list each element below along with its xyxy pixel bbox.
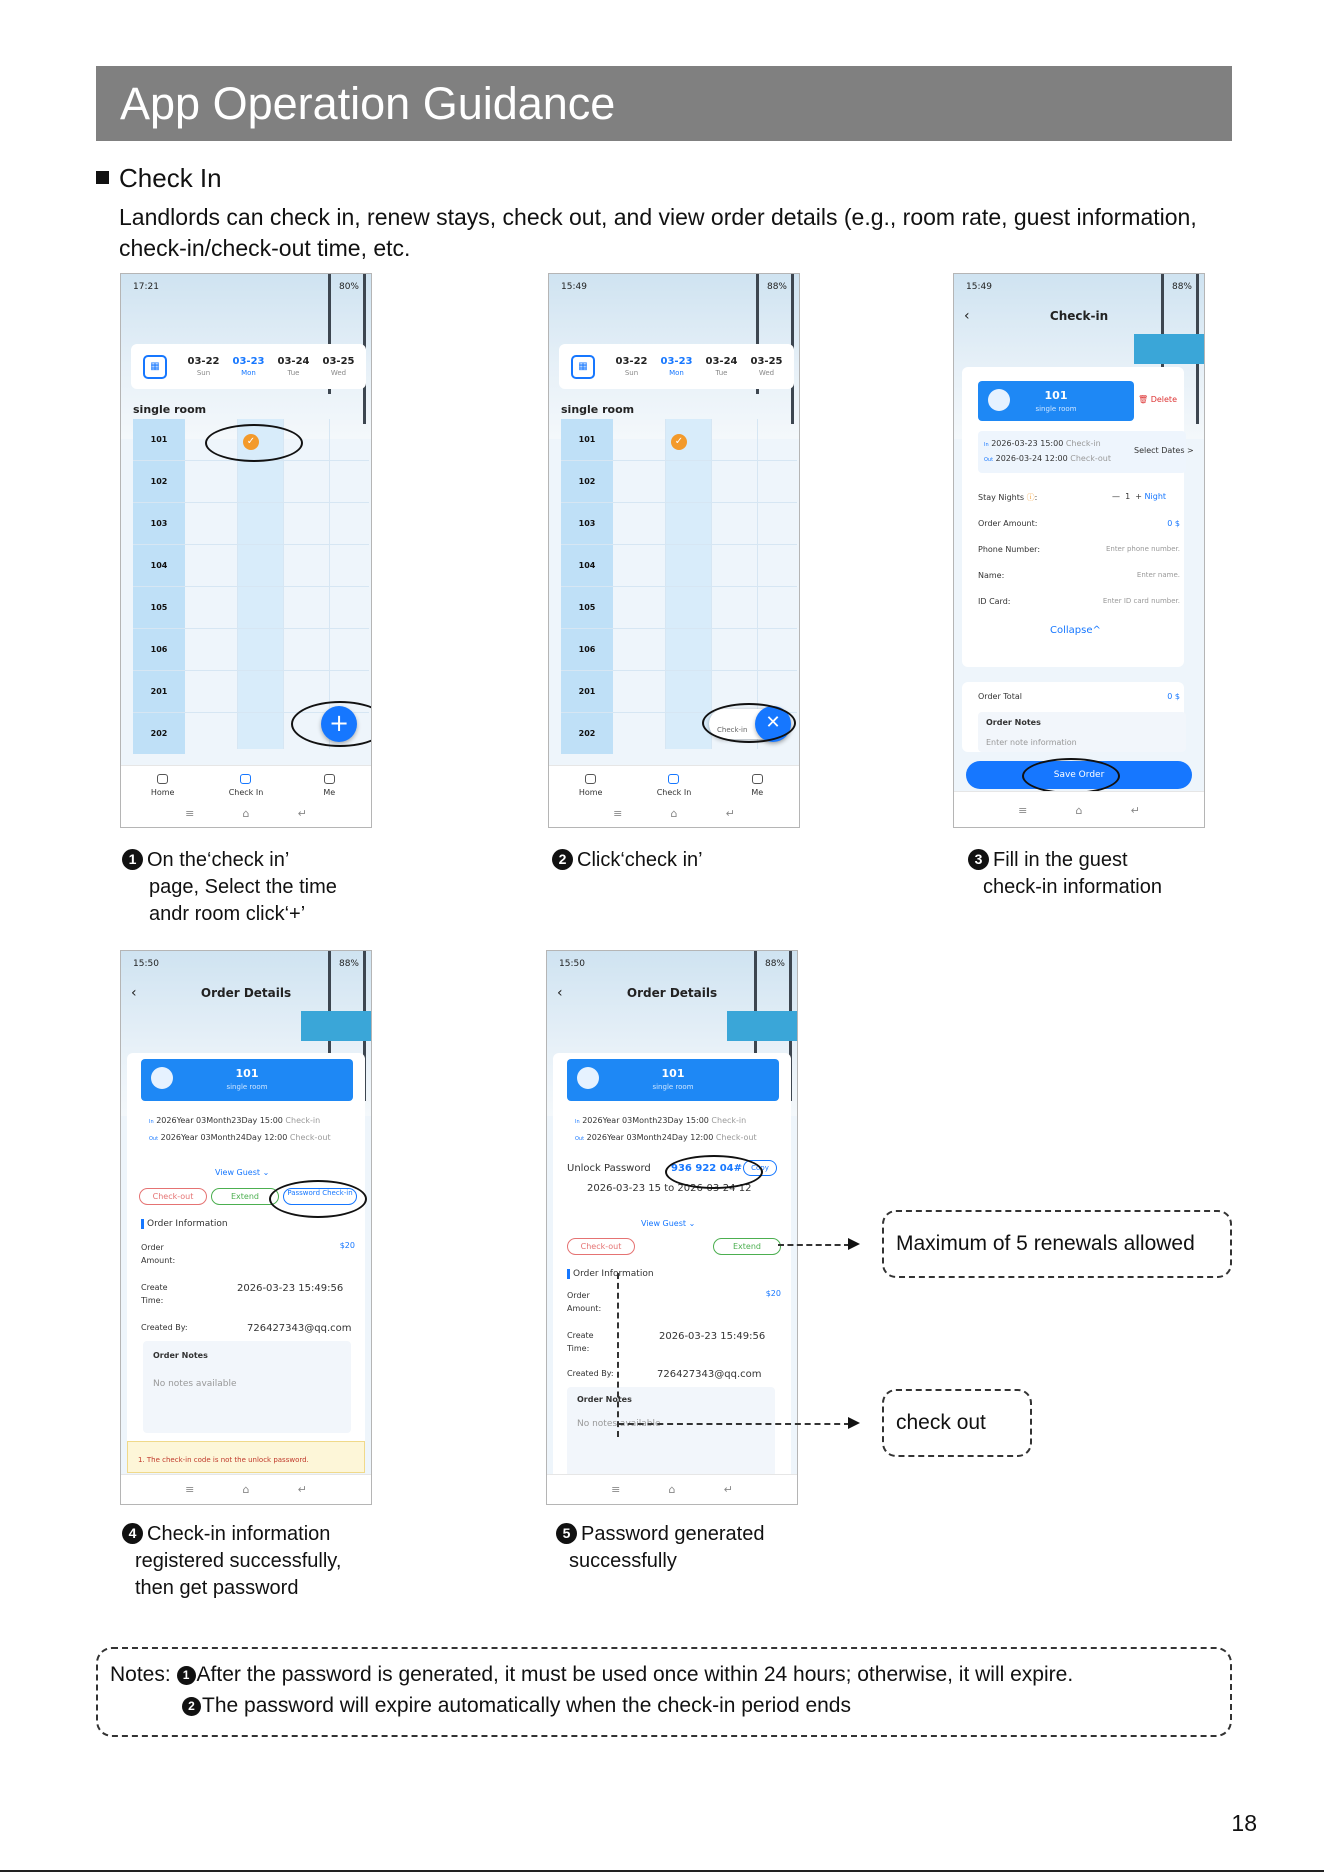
room-type: single room: [1035, 405, 1077, 413]
status-bar: [966, 282, 1192, 292]
order-notes-box: [567, 1387, 775, 1477]
room-grid: [133, 419, 369, 749]
nav-check-in[interactable]: [644, 774, 704, 797]
status-time: 15:49: [561, 282, 587, 292]
date-bar: [131, 344, 366, 389]
order-total-value: 0 $: [1167, 692, 1180, 701]
caption-text: On the‘check in’: [147, 849, 290, 871]
bottom-nav: [954, 791, 1204, 827]
bottom-nav: [121, 765, 371, 827]
room-number: 202: [561, 713, 613, 754]
out-label: Check-out: [1070, 454, 1112, 463]
note-text-1: After the password is generated, it must be used once within 24 hours; otherwise, it will expire.: [196, 1663, 1074, 1686]
note-text-2: The password will expire automatically when the check-in period ends: [202, 1694, 851, 1717]
nav-home[interactable]: [561, 774, 621, 797]
room-number: 104: [561, 545, 613, 586]
check-out-button[interactable]: Check-out: [139, 1188, 207, 1205]
highlight-ellipse: [269, 1180, 367, 1218]
status-bar: [559, 959, 785, 969]
date-range-box[interactable]: [978, 431, 1194, 473]
title-banner: [96, 66, 1232, 141]
phone-input[interactable]: Enter phone number.: [1105, 545, 1180, 553]
created-by-value: 726427343@qq.com: [247, 1323, 352, 1334]
extend-button[interactable]: Extend: [211, 1188, 279, 1205]
room-row[interactable]: [133, 629, 369, 671]
calendar-icon: [240, 774, 251, 784]
name-label: Name:: [978, 571, 1005, 580]
date-cell-selected[interactable]: [226, 356, 271, 377]
room-row[interactable]: [133, 503, 369, 545]
weekday: Sun: [196, 369, 211, 377]
callout-connector-line: [617, 1273, 619, 1437]
order-details-card: [553, 1053, 791, 1483]
name-input[interactable]: Enter name.: [1136, 571, 1180, 579]
status-battery: 88%: [766, 282, 787, 292]
in-tag: In: [984, 442, 989, 448]
view-guest-link[interactable]: [641, 1219, 695, 1228]
bottom-nav: [547, 1474, 797, 1504]
caption-line: [122, 1521, 341, 1548]
unlock-password-label: Unlock Password: [567, 1163, 651, 1174]
caption-line: [968, 847, 1162, 874]
room-card: [141, 1059, 353, 1101]
create-time-value: 2026-03-23 15:49:56: [237, 1283, 344, 1294]
view-guest-label: View Guest: [215, 1168, 261, 1177]
date-cell[interactable]: [181, 356, 226, 377]
step-number-4-icon: 4: [122, 1523, 143, 1544]
created-by-value: 726427343@qq.com: [657, 1369, 762, 1380]
create-time-label: Create Time:: [141, 1283, 168, 1305]
view-guest-link[interactable]: [215, 1168, 269, 1177]
in-tag: In: [149, 1119, 154, 1125]
date-cell[interactable]: [699, 356, 744, 377]
out-date: 2026Year 03Month24Day 12:00: [160, 1133, 288, 1142]
status-time: 15:50: [559, 959, 585, 969]
menu-icon[interactable]: ≡: [1018, 804, 1028, 817]
home-key-icon[interactable]: ⌂: [670, 807, 678, 820]
bed-icon: [577, 1067, 599, 1089]
in-date: 2026Year 03Month23Day 15:00: [156, 1116, 283, 1125]
no-notes-text: No notes available: [577, 1419, 661, 1429]
room-type-title: single room: [133, 403, 207, 416]
callout-connector-line: [778, 1244, 850, 1246]
warning-banner: [127, 1441, 365, 1473]
room-number: 104: [133, 545, 185, 586]
status-bar: [133, 282, 359, 292]
notes-box: [96, 1647, 1232, 1737]
bed-icon: [151, 1067, 173, 1089]
collapse-toggle[interactable]: [1050, 625, 1101, 636]
highlight-ellipse: [1022, 758, 1120, 794]
highlight-ellipse: [205, 424, 303, 462]
home-key-icon[interactable]: ⌂: [242, 807, 250, 820]
room-number: 105: [561, 587, 613, 628]
password-check-in-button[interactable]: Password Check-in: [283, 1188, 357, 1205]
selected-check-icon[interactable]: ✓: [671, 434, 687, 450]
date-cell[interactable]: [316, 356, 361, 377]
room-number: 101: [235, 1067, 259, 1080]
room-type: single room: [226, 1083, 268, 1091]
room-number: 101: [1044, 389, 1068, 402]
system-nav: [549, 797, 799, 820]
date-value: 03-22: [187, 356, 220, 367]
chevron-up-icon: ^: [1092, 625, 1101, 636]
date-cell[interactable]: [744, 356, 789, 377]
system-nav: [121, 1475, 371, 1496]
no-notes-text: No notes available: [153, 1379, 237, 1389]
caption-step-3: [968, 847, 1162, 901]
section-heading: [96, 163, 222, 194]
caption-step-5: [556, 1521, 764, 1575]
room-number: 101: [133, 419, 185, 460]
check-in-form-card: [962, 367, 1194, 667]
order-total-card: [962, 682, 1184, 752]
status-battery: 80%: [338, 282, 359, 292]
out-tag: Out: [149, 1136, 159, 1142]
room-row[interactable]: [133, 461, 369, 503]
date-value: 03-22: [615, 356, 648, 367]
nav-label: Me: [323, 788, 336, 797]
room-type-title: single room: [561, 403, 635, 416]
room-card: [978, 381, 1134, 421]
in-label: Check-in: [285, 1116, 321, 1125]
caption-line: check-in information: [983, 876, 1162, 898]
phone-label: Phone Number:: [978, 545, 1041, 554]
out-tag: Out: [575, 1136, 585, 1142]
room-number: 101: [561, 419, 613, 460]
callout-renewals: Maximum of 5 renewals allowed: [882, 1210, 1232, 1278]
in-tag: In: [575, 1119, 580, 1125]
order-amount-value: $20: [339, 1241, 355, 1250]
user-icon: [324, 774, 335, 784]
out-date: 2026-03-24 12:00: [995, 454, 1068, 463]
id-card-input[interactable]: Enter ID card number.: [1102, 597, 1180, 605]
order-details-card: [127, 1053, 365, 1473]
add-fab-button[interactable]: +: [321, 706, 357, 742]
section-heading-text: Check In: [119, 163, 222, 193]
highlight-ellipse: [665, 1155, 763, 1189]
in-label: Check-in: [711, 1116, 747, 1125]
phone-screen-4: [120, 950, 372, 1505]
bullet-square-icon: [96, 171, 109, 184]
caption-line: [556, 1521, 764, 1548]
weekday: Wed: [758, 369, 775, 377]
screen-title: Order Details: [626, 986, 718, 1000]
caption-line: andr room click‘+’: [149, 903, 306, 925]
room-number: 202: [133, 713, 185, 754]
page-title: App Operation Guidance: [120, 78, 616, 129]
validity-period: 2026-03-23 15 to 2026-03-24 12: [587, 1183, 752, 1194]
callout-check-out: check out: [882, 1389, 1032, 1457]
order-info-heading: Order Information: [567, 1269, 654, 1279]
nav-label: Home: [150, 788, 175, 797]
weekday: Wed: [330, 369, 347, 377]
date-cell[interactable]: [271, 356, 316, 377]
date-value: 03-25: [750, 356, 783, 367]
out-label: Check-out: [289, 1133, 331, 1142]
check-out-button[interactable]: Check-out: [567, 1238, 635, 1255]
order-notes-title: Order Notes: [577, 1395, 632, 1404]
date-value: 03-23: [232, 356, 265, 367]
page-number: 18: [1231, 1810, 1257, 1836]
menu-icon[interactable]: ≡: [611, 1483, 621, 1496]
nav-check-in[interactable]: [216, 774, 276, 797]
nav-label: Check In: [228, 788, 264, 797]
caption-text: Click‘check in’: [577, 849, 703, 871]
caption-line: registered successfully,: [135, 1550, 342, 1572]
room-number: 106: [133, 629, 185, 670]
nav-home[interactable]: [133, 774, 193, 797]
intro-text: Landlords can check in, renew stays, check out, and view order details (e.g., room rate, guest information, check-in/check-out time, etc.: [119, 204, 1197, 261]
nav-me[interactable]: [299, 774, 359, 797]
room-row[interactable]: [561, 587, 797, 629]
status-time: 15:49: [966, 282, 992, 292]
date-bar: [559, 344, 794, 389]
room-number: 105: [133, 587, 185, 628]
system-nav: [121, 797, 371, 820]
step-number-1-icon: 1: [122, 849, 143, 870]
room-number: 101: [661, 1067, 685, 1080]
stay-nights-label: Stay Nights ⓘ:: [978, 493, 1038, 502]
system-nav: [954, 792, 1204, 817]
nav-label: Check In: [656, 788, 692, 797]
screen-title: Order Details: [200, 986, 292, 1000]
room-number: 102: [561, 461, 613, 502]
status-battery: 88%: [338, 959, 359, 969]
order-notes-title: Order Notes: [153, 1351, 208, 1360]
room-row[interactable]: [133, 587, 369, 629]
select-dates-link[interactable]: Select Dates >: [1134, 446, 1194, 455]
out-label: Check-out: [715, 1133, 757, 1142]
delete-label: Delete: [1150, 395, 1177, 404]
warning-text: 1. The check-in code is not the unlock password.: [138, 1456, 309, 1464]
order-amount-value: $20: [765, 1289, 781, 1298]
arrow-right-icon: [848, 1238, 860, 1250]
calendar-icon[interactable]: ▦: [143, 355, 167, 379]
date-value: 03-25: [322, 356, 355, 367]
in-date: 2026Year 03Month23Day 15:00: [582, 1116, 709, 1125]
back-chevron-icon[interactable]: ‹: [557, 985, 563, 1001]
back-key-icon[interactable]: ↵: [723, 1483, 733, 1496]
calendar-icon: [668, 774, 679, 784]
weekday: Mon: [669, 369, 684, 377]
step-number-2-icon: 2: [552, 849, 573, 870]
phone-screen-2: [548, 273, 800, 828]
menu-icon[interactable]: ≡: [613, 807, 623, 820]
system-nav: [547, 1475, 797, 1496]
order-amount-label: Order Amount:: [141, 1243, 176, 1265]
caption-line: then get password: [135, 1577, 299, 1599]
weekday: Tue: [287, 369, 300, 377]
nights-stepper[interactable]: [1112, 492, 1166, 501]
order-notes-box: [143, 1341, 351, 1433]
nights-value: 1: [1125, 492, 1131, 501]
home-icon: [157, 774, 168, 784]
caption-step-2: [552, 847, 703, 874]
note-number-2-icon: 2: [182, 1697, 201, 1716]
date-cell-selected[interactable]: [654, 356, 699, 377]
bottom-nav: [121, 1474, 371, 1504]
back-chevron-icon[interactable]: ‹: [131, 985, 137, 1001]
caption-line: successfully: [569, 1550, 677, 1572]
sea-image: [727, 1011, 797, 1041]
chevron-down-icon: ⌄: [262, 1168, 270, 1177]
back-key-icon[interactable]: ↵: [297, 1483, 307, 1496]
caption-text: Check-in information: [147, 1523, 331, 1545]
phone-screen-3: [953, 273, 1205, 828]
id-card-label: ID Card:: [978, 597, 1011, 606]
step-number-5-icon: 5: [556, 1523, 577, 1544]
nav-label: Home: [578, 788, 603, 797]
home-icon: [585, 774, 596, 784]
room-row[interactable]: [561, 629, 797, 671]
in-label: Check-in: [1065, 439, 1101, 448]
highlight-ellipse: [702, 703, 796, 743]
status-bar: [133, 959, 359, 969]
calendar-icon[interactable]: ▦: [571, 355, 595, 379]
home-key-icon[interactable]: ⌂: [1075, 804, 1083, 817]
create-time-label: Create Time:: [567, 1331, 594, 1353]
room-number: 102: [133, 461, 185, 502]
date-value: 03-24: [277, 356, 310, 367]
info-icon: ⓘ: [1026, 493, 1035, 502]
back-chevron-icon[interactable]: ‹: [964, 308, 970, 324]
back-key-icon[interactable]: ↵: [1130, 804, 1140, 817]
delete-button[interactable]: 🗑 Delete: [1138, 395, 1177, 404]
notes-label: Notes:: [110, 1663, 171, 1686]
status-battery: 88%: [1171, 282, 1192, 292]
note-line-2: [182, 1694, 851, 1718]
view-guest-label: View Guest: [641, 1219, 687, 1228]
order-total-label: Order Total: [978, 692, 1022, 701]
check-in-action-label: Check-in: [717, 726, 748, 734]
menu-icon[interactable]: ≡: [185, 807, 195, 820]
room-number: 103: [561, 503, 613, 544]
save-order-button[interactable]: Save Order: [966, 761, 1192, 789]
phone-screen-5: [546, 950, 798, 1505]
collapse-label: Collapse: [1050, 625, 1093, 636]
room-row[interactable]: [133, 545, 369, 587]
arrow-right-icon: [848, 1417, 860, 1429]
back-key-icon[interactable]: ↵: [725, 807, 735, 820]
caption-line: [122, 847, 337, 874]
room-number: 201: [561, 671, 613, 712]
close-fab-button[interactable]: ✕: [755, 706, 791, 742]
screen-title: Check-in: [1049, 309, 1109, 323]
date-value: 03-24: [705, 356, 738, 367]
room-type: single room: [652, 1083, 694, 1091]
selected-check-icon[interactable]: ✓: [243, 434, 259, 450]
caption-line: page, Select the time: [149, 876, 337, 898]
sea-image: [301, 1011, 371, 1041]
created-by-label: Created By:: [567, 1369, 614, 1378]
caption-text: Password generated: [581, 1523, 765, 1545]
room-number: 103: [133, 503, 185, 544]
unlock-password-value: 936 922 04#: [671, 1163, 743, 1174]
in-date: 2026-03-23 15:00: [991, 439, 1064, 448]
caption-step-1: [122, 847, 337, 928]
night-unit: Night: [1144, 492, 1167, 501]
chevron-down-icon: ⌄: [688, 1219, 696, 1228]
minus-icon[interactable]: —: [1112, 492, 1120, 501]
phone-screen-1: [120, 273, 372, 828]
room-row[interactable]: [561, 503, 797, 545]
note-line-1: [110, 1663, 1073, 1687]
user-icon: [752, 774, 763, 784]
create-time-value: 2026-03-23 15:49:56: [659, 1331, 766, 1342]
order-notes-box[interactable]: [978, 712, 1186, 752]
callout-connector-line: [618, 1423, 850, 1425]
room-row[interactable]: [561, 545, 797, 587]
home-key-icon[interactable]: ⌂: [668, 1483, 676, 1496]
date-value: 03-23: [660, 356, 693, 367]
caption-line: [552, 847, 703, 874]
status-time: 15:50: [133, 959, 159, 969]
step-number-3-icon: 3: [968, 849, 989, 870]
menu-icon[interactable]: ≡: [185, 1483, 195, 1496]
sea-image: [1134, 334, 1204, 364]
weekday: Mon: [241, 369, 256, 377]
weekday: Sun: [624, 369, 639, 377]
order-notes-input[interactable]: Enter note information: [986, 738, 1077, 747]
home-key-icon[interactable]: ⌂: [242, 1483, 250, 1496]
room-card: [567, 1059, 779, 1101]
order-notes-title: Order Notes: [986, 718, 1041, 727]
nav-me[interactable]: [727, 774, 787, 797]
order-amount-value: 0 $: [1167, 519, 1180, 528]
room-number: 106: [561, 629, 613, 670]
copy-button[interactable]: Copy: [743, 1160, 777, 1176]
room-row[interactable]: [561, 461, 797, 503]
stay-nights-text: Stay Nights: [978, 493, 1025, 502]
status-battery: 88%: [764, 959, 785, 969]
note-number-1-icon: 1: [177, 1666, 196, 1685]
room-grid: [561, 419, 797, 749]
caption-step-4: [122, 1521, 341, 1602]
bottom-nav: [549, 765, 799, 827]
status-time: 17:21: [133, 282, 159, 292]
bed-icon: [988, 389, 1010, 411]
order-amount-label: Order Amount:: [567, 1291, 602, 1313]
date-cell[interactable]: [609, 356, 654, 377]
order-amount-label: Order Amount:: [978, 519, 1038, 528]
room-number: 201: [133, 671, 185, 712]
order-info-heading: Order Information: [141, 1219, 228, 1229]
weekday: Tue: [715, 369, 728, 377]
status-bar: [561, 282, 787, 292]
plus-icon[interactable]: +: [1135, 492, 1142, 501]
nav-label: Me: [751, 788, 764, 797]
caption-text: Fill in the guest: [993, 849, 1128, 871]
out-date: 2026Year 03Month24Day 12:00: [586, 1133, 714, 1142]
back-key-icon[interactable]: ↵: [297, 807, 307, 820]
extend-button[interactable]: Extend: [713, 1238, 781, 1255]
out-tag: Out: [984, 457, 994, 463]
created-by-label: Created By:: [141, 1323, 188, 1332]
